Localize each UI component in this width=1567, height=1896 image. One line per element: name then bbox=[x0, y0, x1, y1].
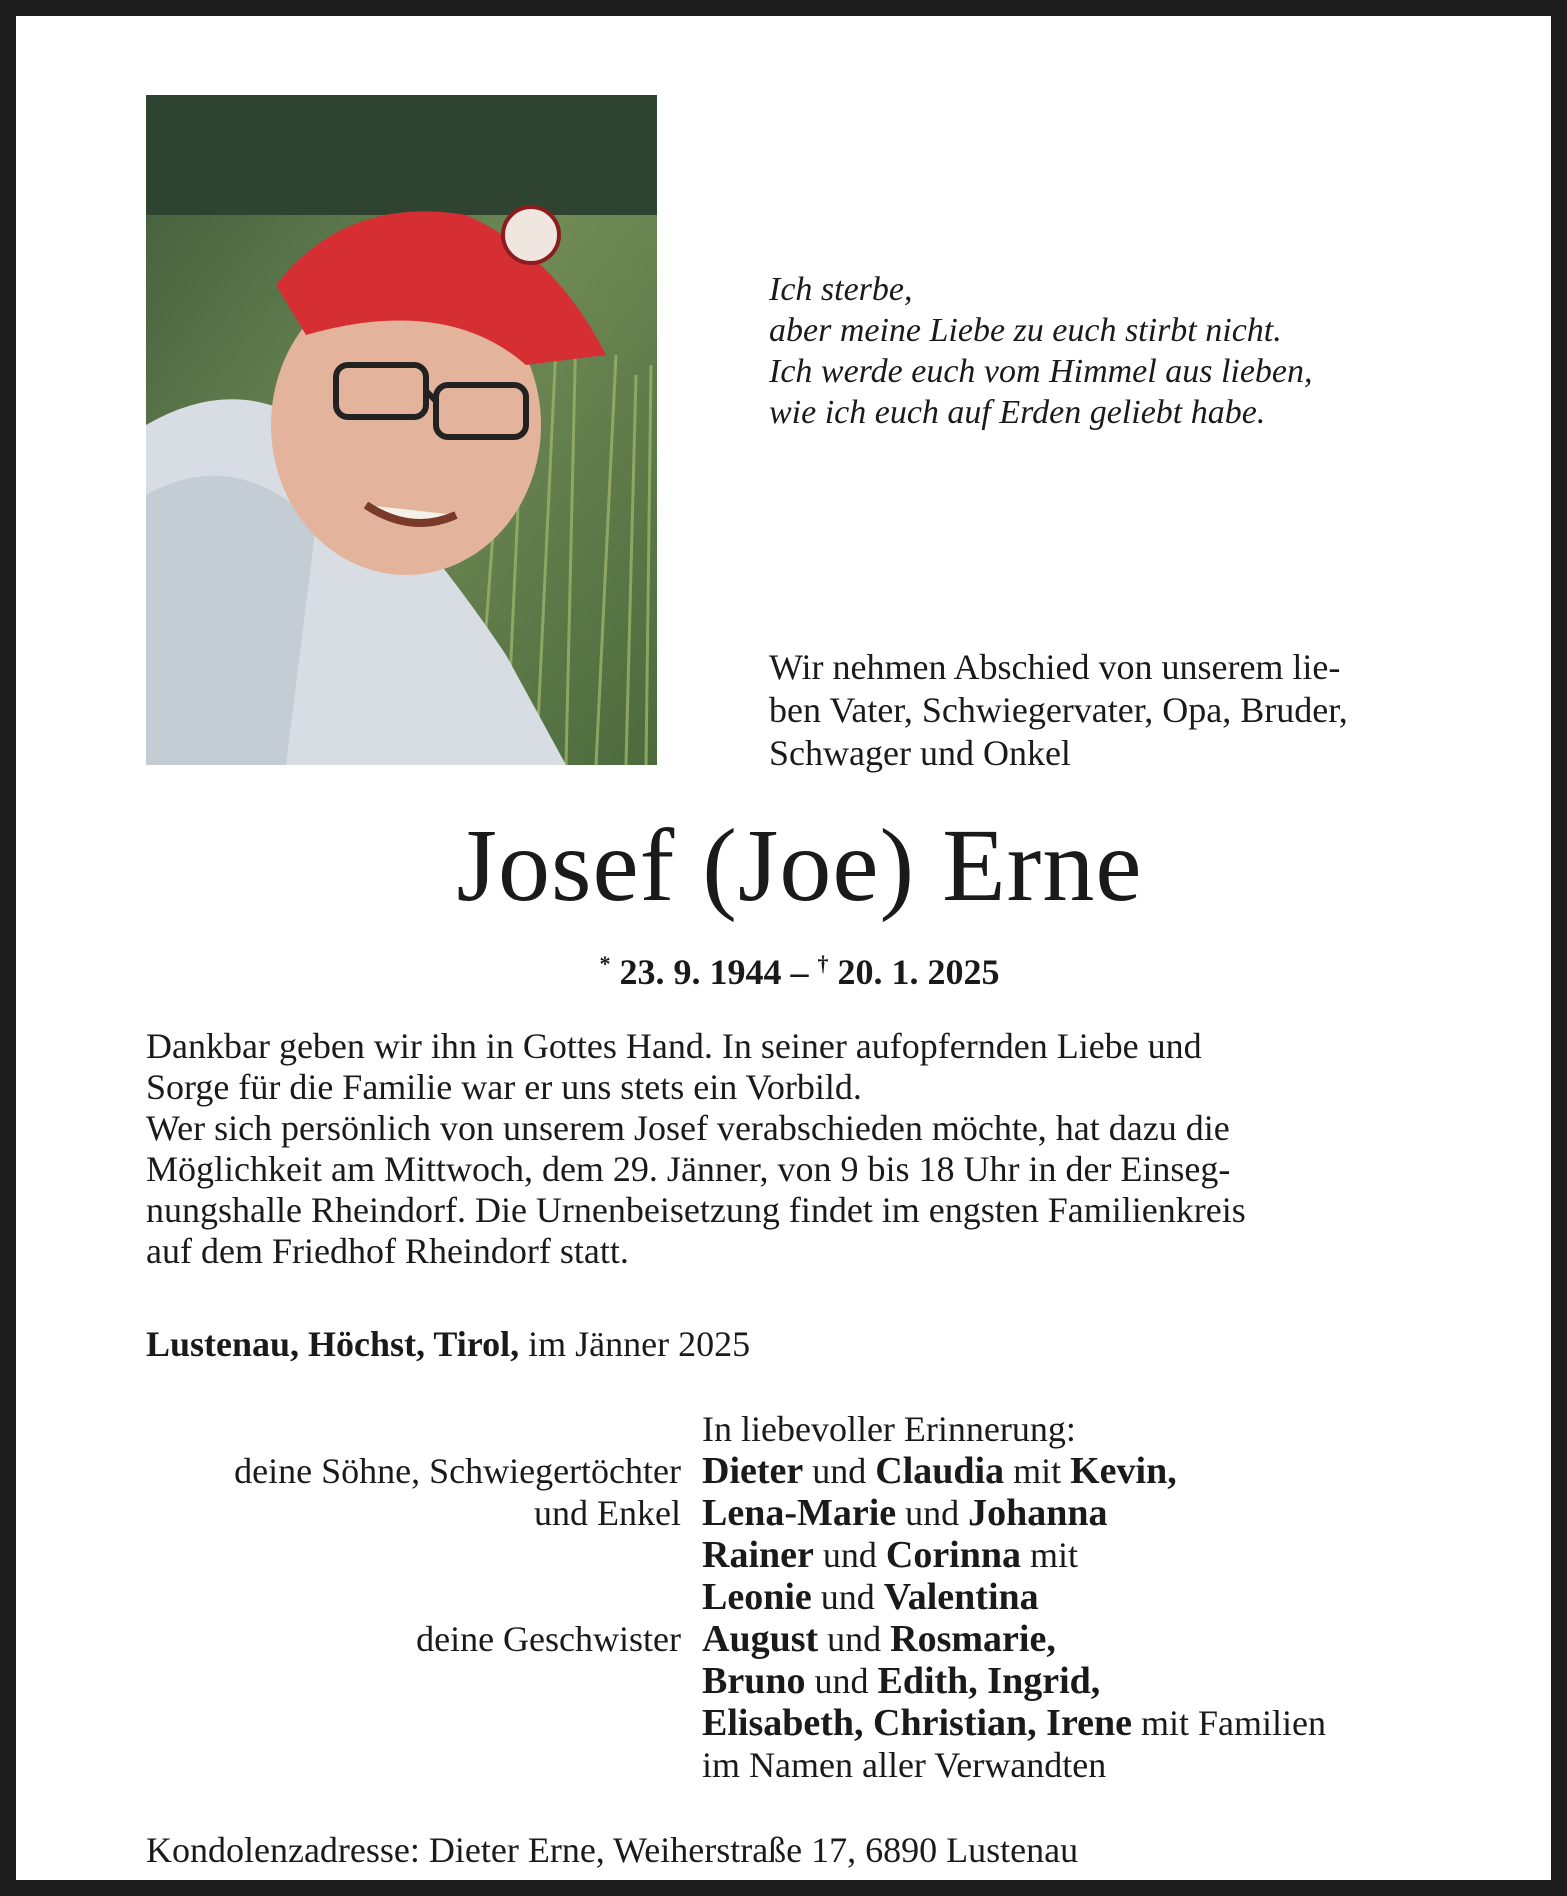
date-dash: – bbox=[790, 952, 809, 992]
name-line bbox=[702, 1450, 1177, 1492]
month-year: im Jänner 2025 bbox=[519, 1324, 751, 1364]
place-date-line bbox=[146, 1322, 750, 1366]
name-line bbox=[702, 1618, 1326, 1660]
farewell-line: Schwager und Onkel bbox=[769, 733, 1071, 773]
label-line: deine Söhne, Schwiegertöchter bbox=[234, 1451, 681, 1491]
connector-text: und bbox=[803, 1451, 876, 1491]
name-line bbox=[702, 1702, 1326, 1744]
farewell-line: Wir nehmen Abschied von unserem lie- bbox=[769, 647, 1341, 687]
sons-names bbox=[702, 1450, 1177, 1618]
connector-text: und bbox=[813, 1535, 886, 1575]
relative-name: Corinna bbox=[885, 1534, 1022, 1576]
relative-name: Rainer bbox=[702, 1534, 814, 1576]
connector-text: im Namen aller Verwandten bbox=[702, 1745, 1107, 1785]
relative-name: Lena-Marie bbox=[702, 1492, 897, 1534]
name-line bbox=[702, 1744, 1326, 1786]
connector-text: und bbox=[811, 1577, 884, 1617]
siblings-names bbox=[702, 1618, 1326, 1786]
relative-name: Johanna bbox=[968, 1492, 1108, 1534]
poem-line: aber meine Liebe zu euch stirbt nicht. bbox=[769, 312, 1282, 349]
poem-line: Ich sterbe, bbox=[769, 271, 913, 308]
relative-name: Rosmarie, bbox=[890, 1618, 1056, 1660]
connector-text: mit Familien bbox=[1132, 1703, 1327, 1743]
relative-name: Valentina bbox=[883, 1576, 1039, 1618]
memory-heading: In liebevoller Erinnerung: bbox=[702, 1409, 1076, 1449]
body-line: auf dem Friedhof Rheindorf statt. bbox=[146, 1231, 629, 1271]
connector-text: mit bbox=[1021, 1535, 1079, 1575]
relative-name: Bruno bbox=[702, 1660, 806, 1702]
body-paragraph bbox=[146, 1026, 1456, 1272]
body-line: Sorge für die Familie war er uns stets ein Vorbild. bbox=[146, 1067, 862, 1107]
body-line: Wer sich persönlich von unserem Josef verabschieden möchte, hat dazu die bbox=[146, 1108, 1230, 1148]
relative-name: Elisabeth, Christian, Irene bbox=[702, 1702, 1133, 1744]
portrait-photo bbox=[146, 95, 657, 765]
poem-line: wie ich euch auf Erden geliebt habe. bbox=[769, 394, 1266, 431]
name-line bbox=[702, 1660, 1326, 1702]
poem bbox=[769, 269, 1313, 433]
connector-text: und bbox=[818, 1619, 891, 1659]
death-date: 20. 1. 2025 bbox=[837, 952, 1000, 992]
label-line: und Enkel bbox=[534, 1493, 681, 1533]
deceased-name: Josef (Joe) Erne bbox=[456, 808, 1143, 923]
relative-name: Edith, Ingrid, bbox=[877, 1660, 1101, 1702]
name-line bbox=[702, 1576, 1177, 1618]
sons-label bbox=[146, 1450, 681, 1534]
connector-text: und bbox=[805, 1661, 878, 1701]
relative-name: Kevin, bbox=[1070, 1450, 1177, 1492]
name-line bbox=[702, 1492, 1177, 1534]
birth-symbol: * bbox=[599, 951, 611, 976]
connector-text: und bbox=[896, 1493, 969, 1533]
birth-date: 23. 9. 1944 bbox=[619, 952, 782, 992]
body-line: nungshalle Rheindorf. Die Urnenbeisetzung findet im engsten Familienkreis bbox=[146, 1190, 1246, 1230]
siblings-label bbox=[146, 1618, 681, 1660]
body-line: Dankbar geben wir ihn in Gottes Hand. In seiner aufopfernden Liebe und bbox=[146, 1026, 1202, 1066]
relative-name: Dieter bbox=[702, 1450, 804, 1492]
relative-name: August bbox=[702, 1618, 819, 1660]
place-names: Lustenau, Höchst, Tirol, bbox=[146, 1324, 520, 1364]
body-line: Möglichkeit am Mittwoch, dem 29. Jänner, von 9 bis 18 Uhr in der Einseg- bbox=[146, 1149, 1231, 1189]
condolence-address: Kondolenzadresse: Dieter Erne, Weiherstraße 17, 6890 Lustenau bbox=[146, 1830, 1079, 1870]
farewell-line: ben Vater, Schwiegervater, Opa, Bruder, bbox=[769, 690, 1348, 730]
label-line: deine Geschwister bbox=[416, 1619, 681, 1659]
relative-name: Claudia bbox=[875, 1450, 1005, 1492]
relative-name: Leonie bbox=[702, 1576, 812, 1618]
death-symbol: † bbox=[817, 951, 829, 976]
poem-line: Ich werde euch vom Himmel aus lieben, bbox=[769, 353, 1313, 390]
name-line bbox=[702, 1534, 1177, 1576]
connector-text: mit bbox=[1004, 1451, 1071, 1491]
farewell-text bbox=[769, 646, 1459, 775]
life-dates bbox=[16, 942, 1567, 994]
